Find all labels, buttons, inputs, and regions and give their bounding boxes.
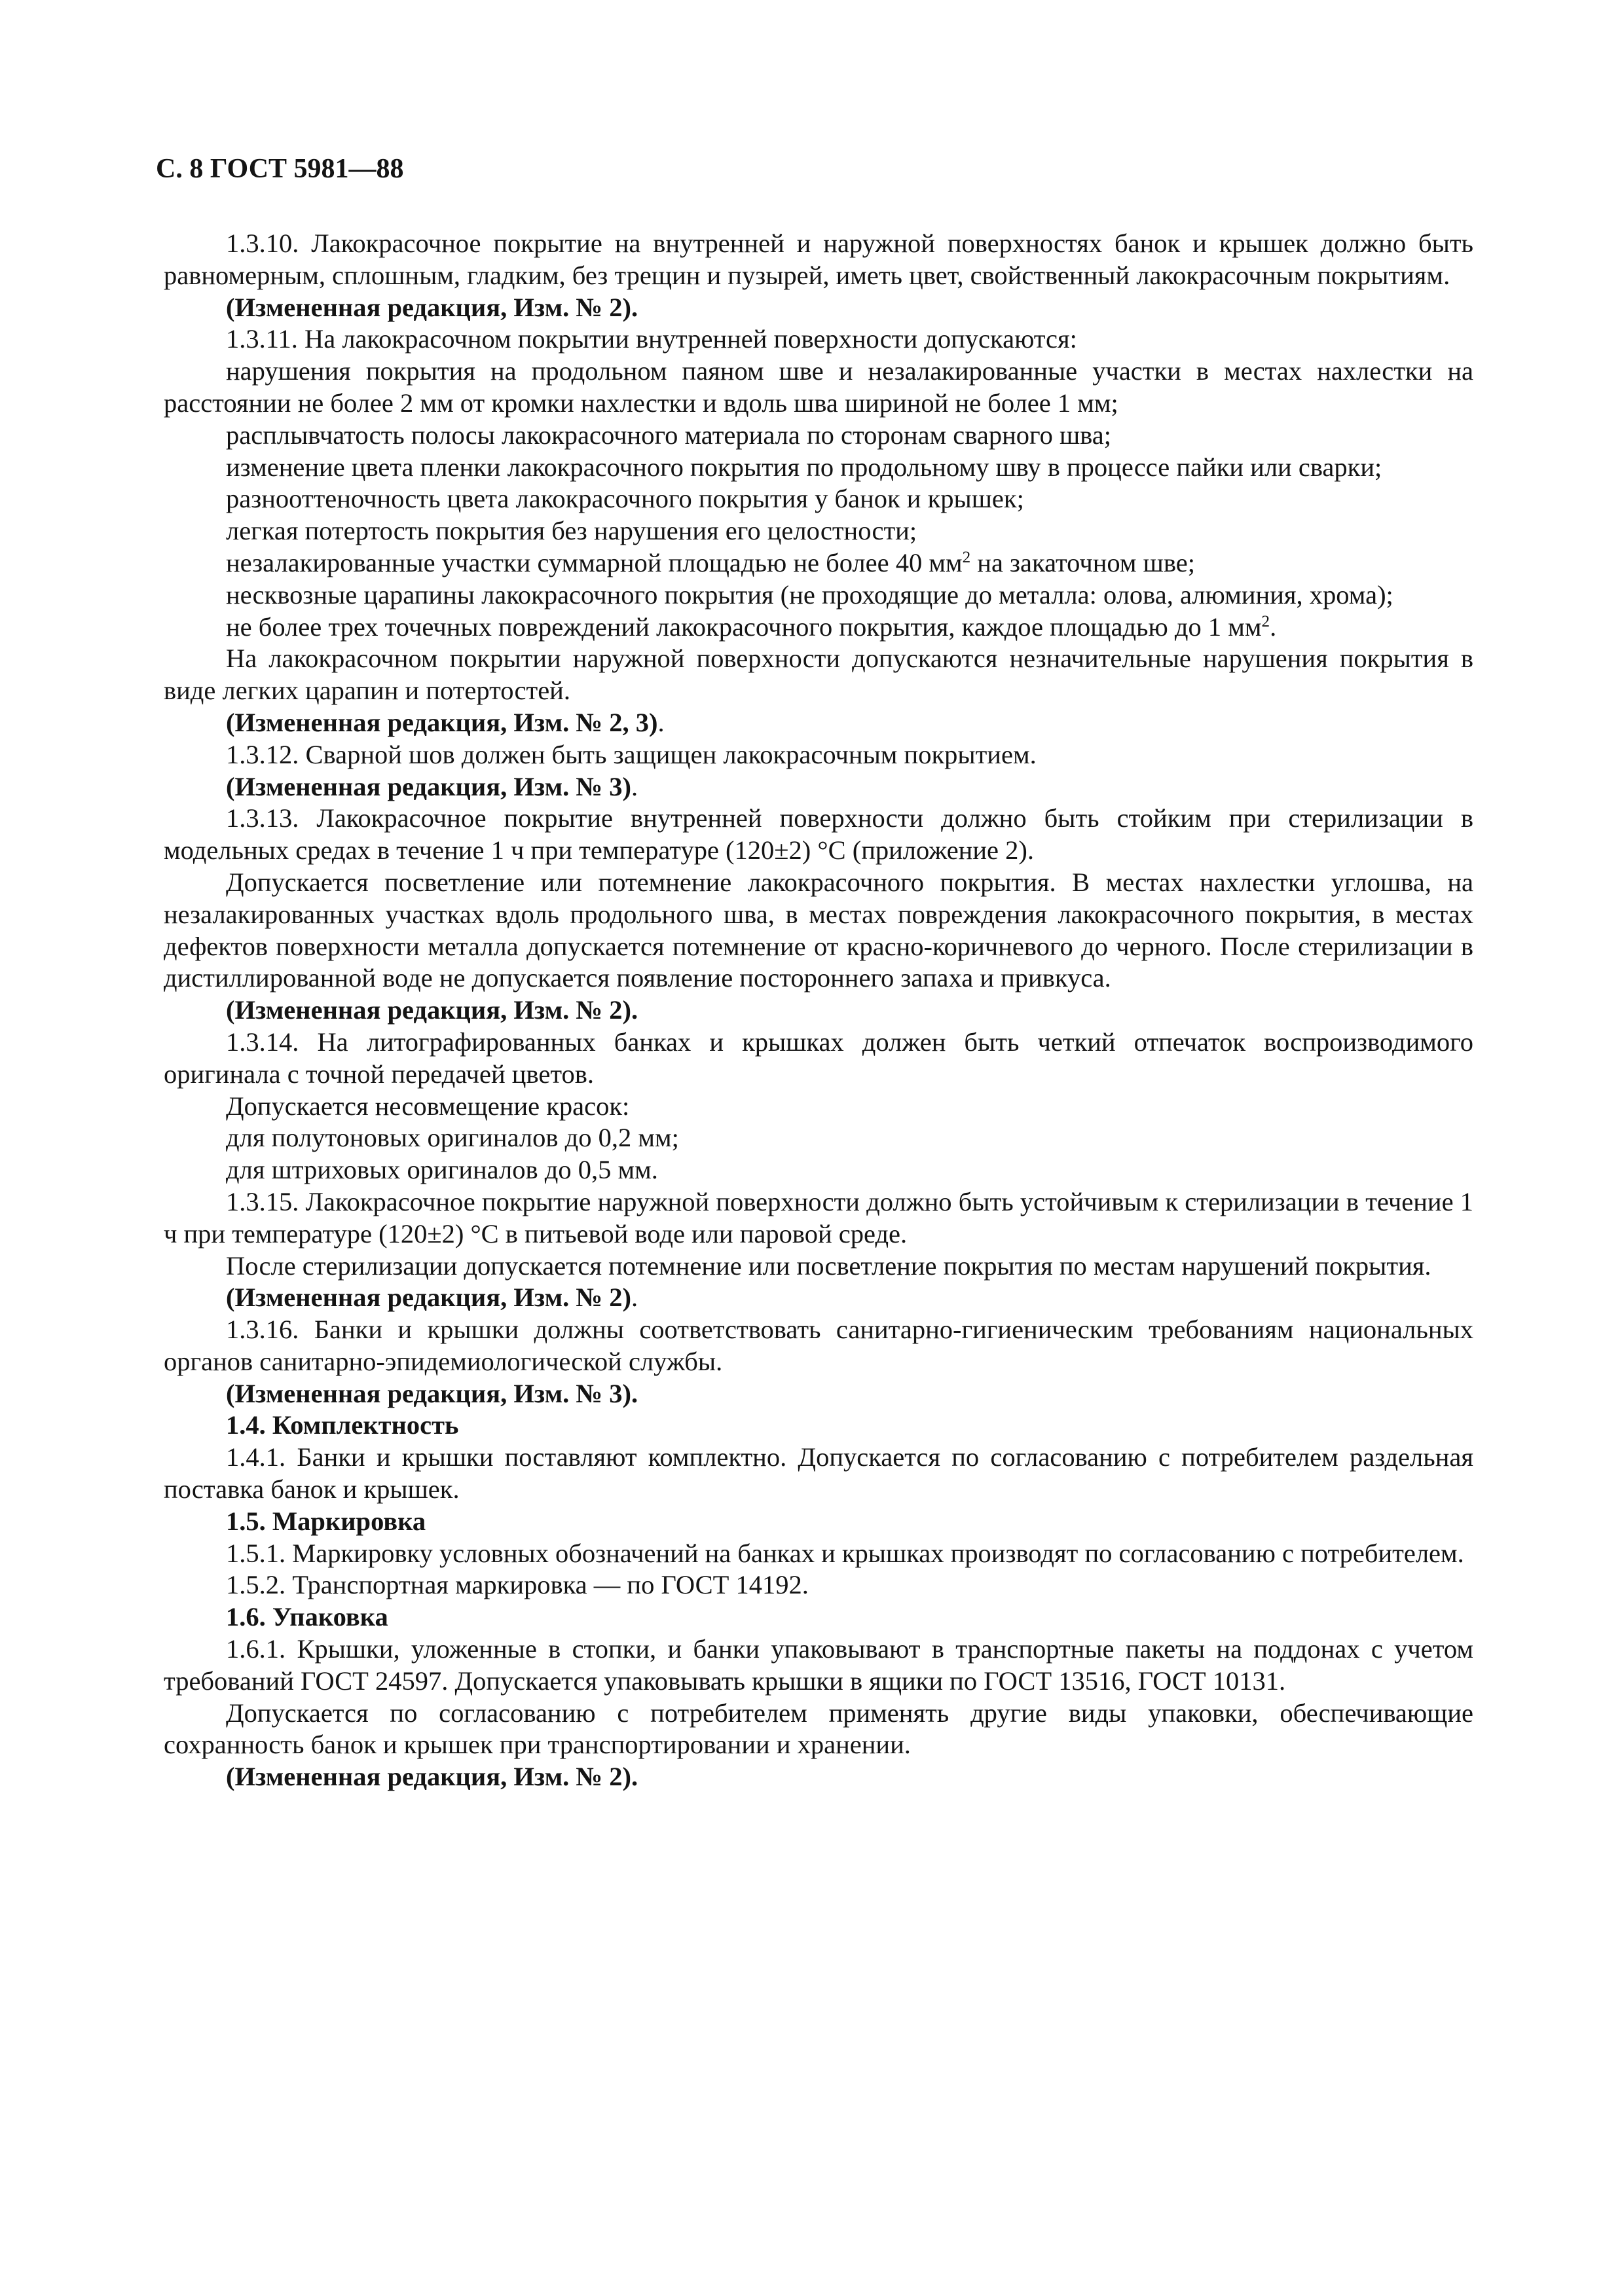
amendment-text: (Измененная редакция, Изм. № 2) [226, 1283, 631, 1313]
clause-1-3-11: 1.3.11. На лакокрасочном покрытии внутренней поверхности допускаются: [226, 324, 1077, 354]
amendment-note: (Измененная редакция, Изм. № 2). [226, 292, 638, 322]
clause-1-3-12: 1.3.12. Сварной шов должен быть защищен лакокрасочным покрытием. [226, 739, 1037, 769]
paragraph: На лакокрасочном покрытии наружной поверхности допускаются незначительные нарушения покрытия в виде легких царапин и потертостей. [164, 644, 1473, 706]
clause-1-3-15: 1.3.15. Лакокрасочное покрытие наружной поверхности должно быть устойчивым к стерилизации в течение 1 ч при температуре (120±2) °С в питьевой воде или паровой среде. [164, 1186, 1473, 1248]
clause-1-3-14: 1.3.14. На литографированных банках и крышках должен быть четкий отпечаток воспроизводимого оригинала с точной передачей цветов. [164, 1027, 1473, 1089]
list-item: легкая потертость покрытия без нарушения его целостности; [226, 516, 917, 546]
list-item: несквозные царапины лакокрасочного покрытия (не проходящие до металла: олова, алюминия, хрома); [226, 579, 1393, 610]
superscript: 2 [962, 549, 971, 567]
amendment-note [164, 771, 1473, 803]
clause-1-6-1: 1.6.1. Крышки, уложенные в стопки, и банки упаковывают в транспортные пакеты на поддонах с учетом требований ГОСТ 24597. Допускается упаковывать крышки в ящики по ГОСТ 13516, ГОСТ 10131. [164, 1634, 1473, 1696]
list-item: для полутоновых оригиналов до 0,2 мм; [226, 1123, 679, 1153]
section-heading: 1.5. Маркировка [226, 1506, 426, 1536]
clause-1-3-10: 1.3.10. Лакокрасочное покрытие на внутренней и наружной поверхностях банок и крышек должно быть равномерным, сплошным, гладким, без трещин и пузырей, иметь цвет, свойственный лакокрасочным покрытиям. [164, 228, 1473, 290]
list-item: изменение цвета пленки лакокрасочного покрытия по продольному шву в процессе пайки или сварки; [226, 452, 1382, 482]
clause-1-3-13: 1.3.13. Лакокрасочное покрытие внутренней поверхности должно быть стойким при стерилизации в модельных средах в течение 1 ч при температуре (120±2) °С (приложение 2). [164, 803, 1473, 866]
period: . [631, 771, 638, 801]
amendment-note [164, 1282, 1473, 1314]
section-heading: 1.6. Упаковка [226, 1602, 388, 1632]
document-body [164, 228, 1473, 1793]
list-item: нарушения покрытия на продольном паяном шве и незалакированные участки в местах нахлестки на расстоянии не более 2 мм от кромки нахлестки и вдоль шва шириной не более 1 мм; [164, 356, 1473, 418]
period: . [631, 1283, 638, 1313]
list-item: для штриховых оригиналов до 0,5 мм. [226, 1155, 658, 1185]
paragraph: После стерилизации допускается потемнение или посветление покрытия по местам нарушений покрытия. [226, 1250, 1431, 1281]
paragraph: Допускается посветление или потемнение лакокрасочного покрытия. В местах нахлестки углошва, на незалакированных участках вдоль продольного шва, в местах повреждения лакокрасочного покрытия, в местах дефектов поверхности металла допускается потемнение от красно-коричневого до черного. После стерилизации в дистиллированной воде не допускается появление постороннего запаха и привкуса. [164, 867, 1473, 993]
paragraph: Допускается несовмещение красок: [226, 1091, 630, 1121]
superscript: 2 [1261, 612, 1270, 630]
amendment-note: (Измененная редакция, Изм. № 3). [226, 1378, 638, 1408]
amendment-note: (Измененная редакция, Изм. № 2). [226, 1762, 638, 1792]
text-run: не более трех точечных повреждений лакокрасочного покрытия, каждое площадью до 1 мм [226, 611, 1262, 642]
amendment-note [164, 707, 1473, 739]
list-item: разнооттеночность цвета лакокрасочного покрытия у банок и крышек; [226, 484, 1024, 514]
text-run: на закаточном шве; [970, 547, 1195, 577]
paragraph: Допускается по согласованию с потребителем применять другие виды упаковки, обеспечивающие сохранность банок и крышек при транспортировании и хранении. [164, 1698, 1473, 1760]
list-item: расплывчатость полосы лакокрасочного материала по сторонам сварного шва; [226, 420, 1112, 450]
amendment-text: (Измененная редакция, Изм. № 3) [226, 771, 631, 801]
amendment-note: (Измененная редакция, Изм. № 2). [226, 995, 638, 1025]
section-heading: 1.4. Комплектность [226, 1410, 459, 1440]
text-run: незалакированные участки суммарной площадью не более 40 мм [226, 547, 963, 577]
clause-1-3-16: 1.3.16. Банки и крышки должны соответствовать санитарно-гигиеническим требованиям национальных органов санитарно-эпидемиологической службы. [164, 1315, 1473, 1376]
list-item [164, 611, 1473, 644]
text-run: . [1270, 611, 1277, 642]
clause-1-5-2: 1.5.2. Транспортная маркировка — по ГОСТ 14192. [226, 1570, 809, 1600]
amendment-text: (Измененная редакция, Изм. № 2, 3) [226, 707, 658, 737]
clause-1-4-1: 1.4.1. Банки и крышки поставляют комплектно. Допускается по согласованию с потребителем раздельная поставка банок и крышек. [164, 1442, 1473, 1504]
list-item [164, 547, 1473, 579]
period: . [657, 707, 665, 737]
page-header: С. 8 ГОСТ 5981—88 [156, 154, 404, 184]
clause-1-5-1: 1.5.1. Маркировку условных обозначений на банках и крышках производят по согласованию с потребителем. [226, 1538, 1464, 1568]
